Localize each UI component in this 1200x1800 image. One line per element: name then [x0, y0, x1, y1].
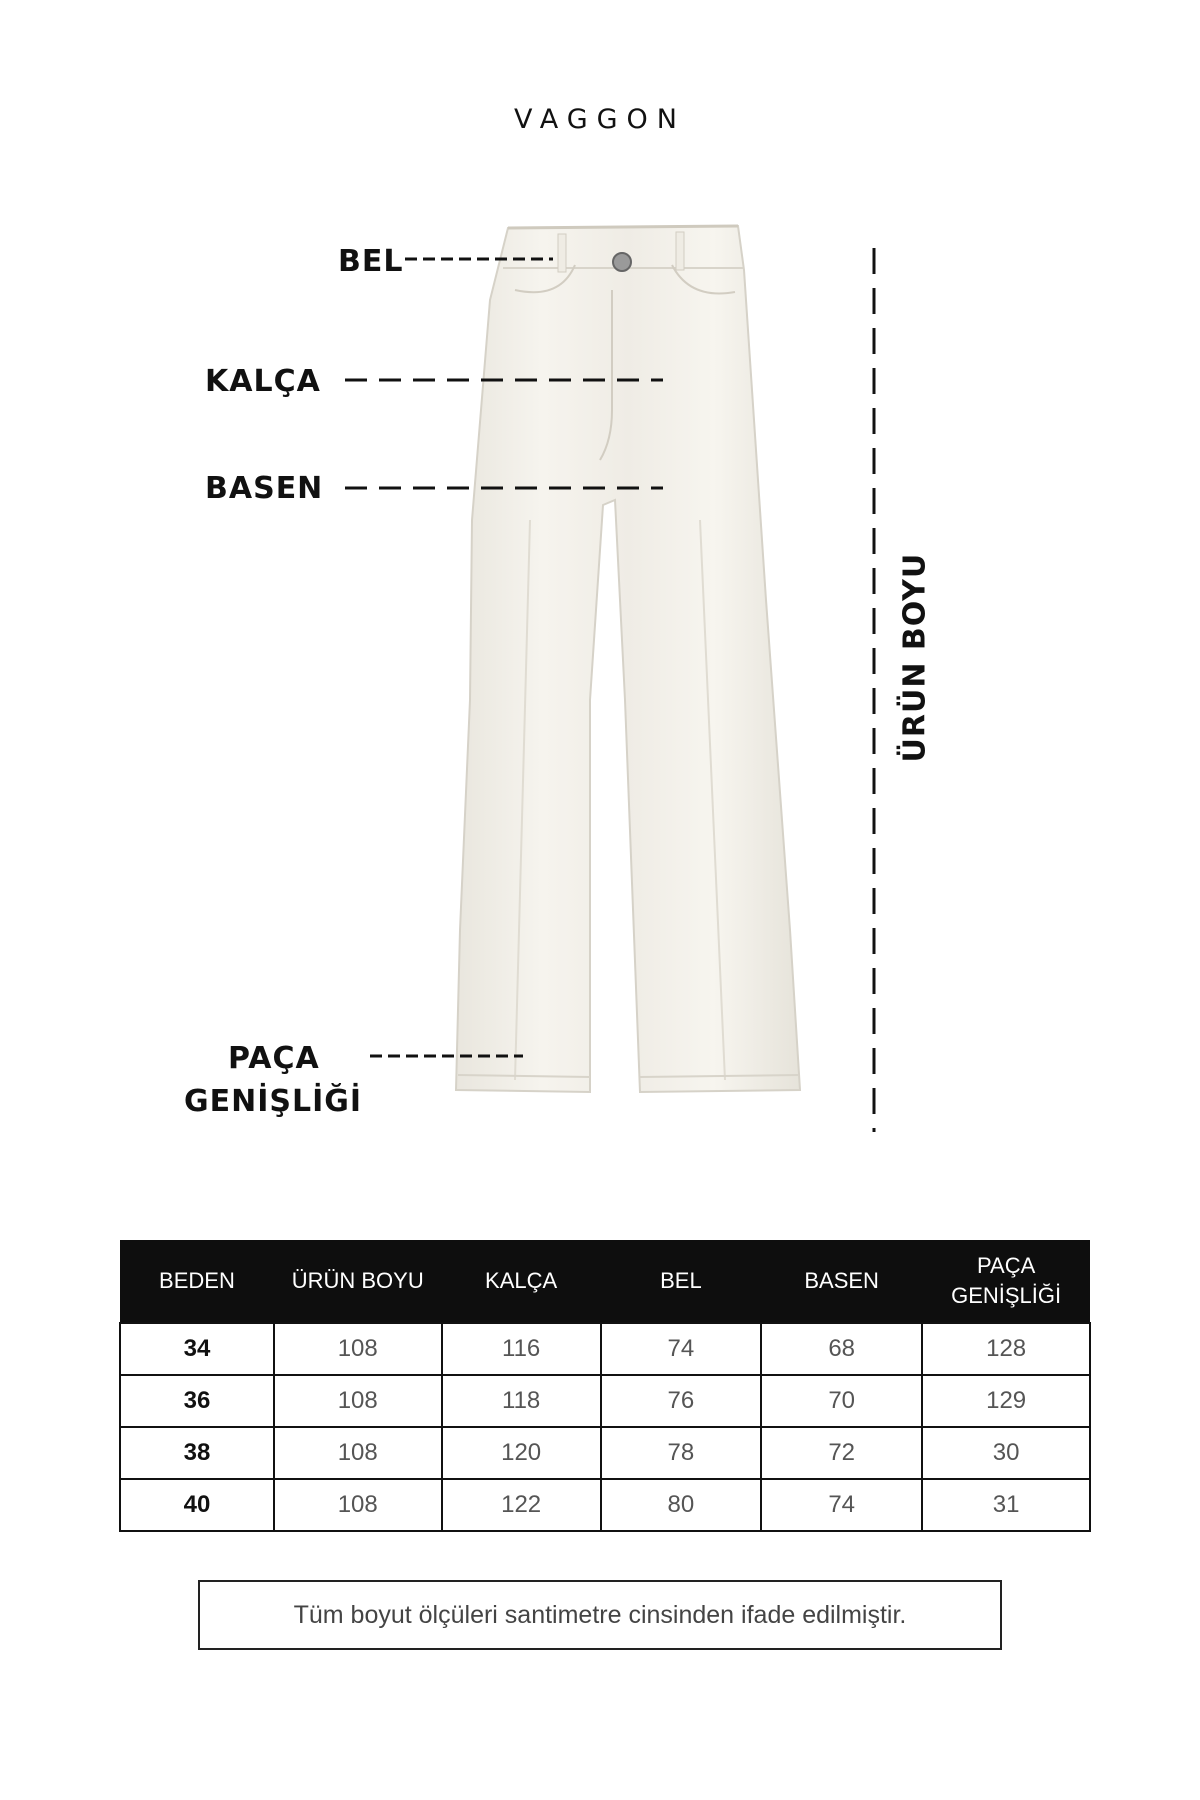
cell-size: 40 [120, 1479, 274, 1531]
cell-size: 38 [120, 1427, 274, 1479]
header-paca [922, 1240, 1090, 1323]
label-kalca: KALÇA [205, 364, 321, 399]
cell-urun-boyu: 108 [274, 1427, 442, 1479]
cell-basen: 68 [761, 1323, 922, 1375]
header-paca-line2: GENİŞLİĞİ [951, 1283, 1062, 1308]
cell-size: 34 [120, 1323, 274, 1375]
header-urun-boyu: ÜRÜN BOYU [274, 1240, 442, 1323]
units-note: Tüm boyut ölçüleri santimetre cinsinden ifade edilmiştir. [198, 1580, 1002, 1650]
label-paca-line2: GENİŞLİĞİ [184, 1084, 363, 1119]
cell-paca: 128 [922, 1323, 1090, 1375]
header-beden: BEDEN [120, 1240, 274, 1323]
cell-urun-boyu: 108 [274, 1479, 442, 1531]
cell-paca: 31 [922, 1479, 1090, 1531]
cell-basen: 70 [761, 1375, 922, 1427]
cell-kalca: 122 [442, 1479, 601, 1531]
table-row [120, 1479, 1090, 1531]
table-row [120, 1375, 1090, 1427]
cell-basen: 72 [761, 1427, 922, 1479]
table-row [120, 1427, 1090, 1479]
cell-kalca: 120 [442, 1427, 601, 1479]
label-bel: BEL [338, 244, 404, 279]
header-basen: BASEN [761, 1240, 922, 1323]
cell-size: 36 [120, 1375, 274, 1427]
cell-urun-boyu: 108 [274, 1375, 442, 1427]
header-kalca: KALÇA [442, 1240, 601, 1323]
cell-paca: 129 [922, 1375, 1090, 1427]
header-bel: BEL [601, 1240, 761, 1323]
cell-paca: 30 [922, 1427, 1090, 1479]
label-basen: BASEN [205, 471, 324, 506]
cell-bel: 78 [601, 1427, 761, 1479]
header-paca-line1: PAÇA [976, 1253, 1036, 1278]
cell-basen: 74 [761, 1479, 922, 1531]
cell-kalca: 118 [442, 1375, 601, 1427]
cell-urun-boyu: 108 [274, 1323, 442, 1375]
cell-bel: 76 [601, 1375, 761, 1427]
label-urun-boyu: ÜRÜN BOYU [897, 552, 933, 763]
label-paca-line1: PAÇA [228, 1041, 320, 1076]
brand-logo: VAGGON [513, 104, 687, 135]
cell-kalca: 116 [442, 1323, 601, 1375]
cell-bel: 74 [601, 1323, 761, 1375]
cell-bel: 80 [601, 1479, 761, 1531]
size-table [119, 1240, 1091, 1532]
table-row [120, 1323, 1090, 1375]
table-header-row [120, 1240, 1090, 1323]
